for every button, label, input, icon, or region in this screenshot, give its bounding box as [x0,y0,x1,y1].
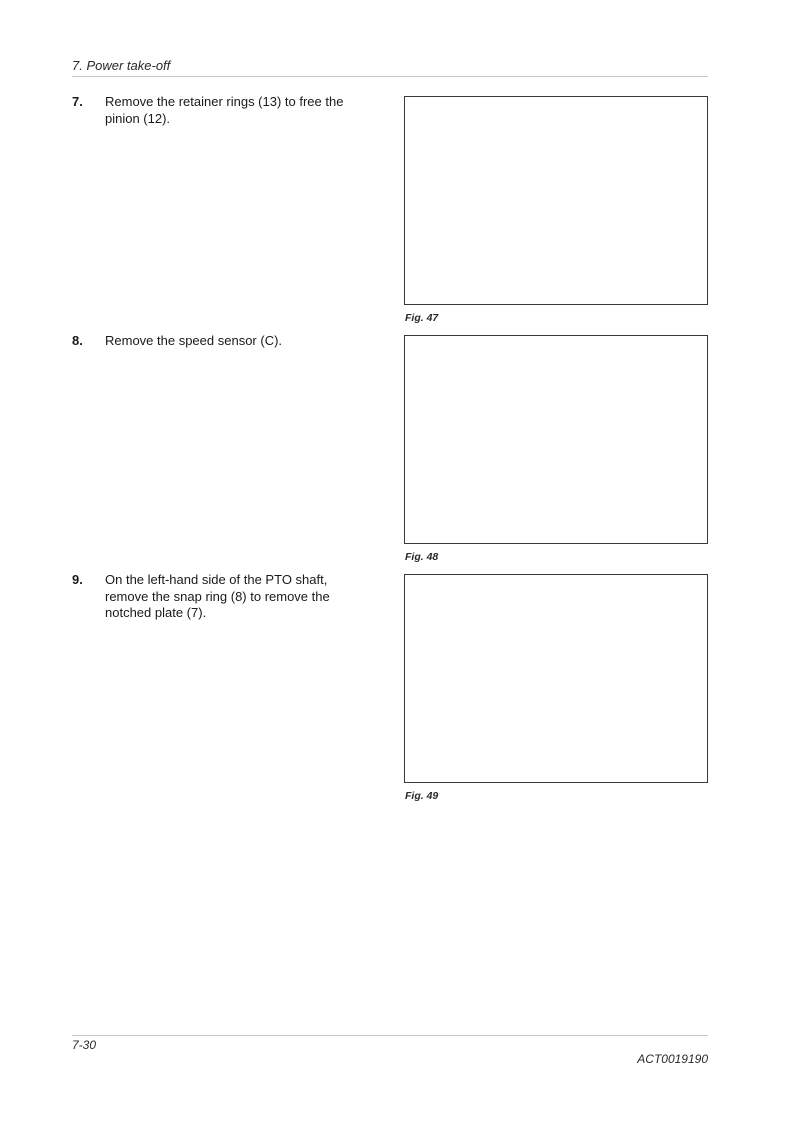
figure-47-image [404,96,708,305]
step-number: 8. [72,333,83,348]
footer-document-code: ACT0019190 [637,1052,708,1066]
step-text: Remove the speed sensor (C). [105,333,283,348]
figure-48-caption: Fig. 48 [405,551,439,563]
step-text: Remove the retainer rings (13) to free the pinion (12). [105,94,344,126]
step-number: 9. [72,572,83,587]
footer-page-number: 7-30 [72,1038,97,1052]
figure-49-image [404,574,708,783]
step-text: On the left-hand side of the PTO shaft, remove the snap ring (8) to remove the notched plate (7). [105,572,330,620]
figure-47-caption: Fig. 47 [405,312,439,324]
figure-48-image [404,335,708,544]
header-divider [72,76,708,77]
figure-49-caption: Fig. 49 [405,790,439,802]
page-header-title: 7. Power take-off [72,58,171,73]
step-number: 7. [72,94,83,109]
footer-divider [72,1035,708,1036]
